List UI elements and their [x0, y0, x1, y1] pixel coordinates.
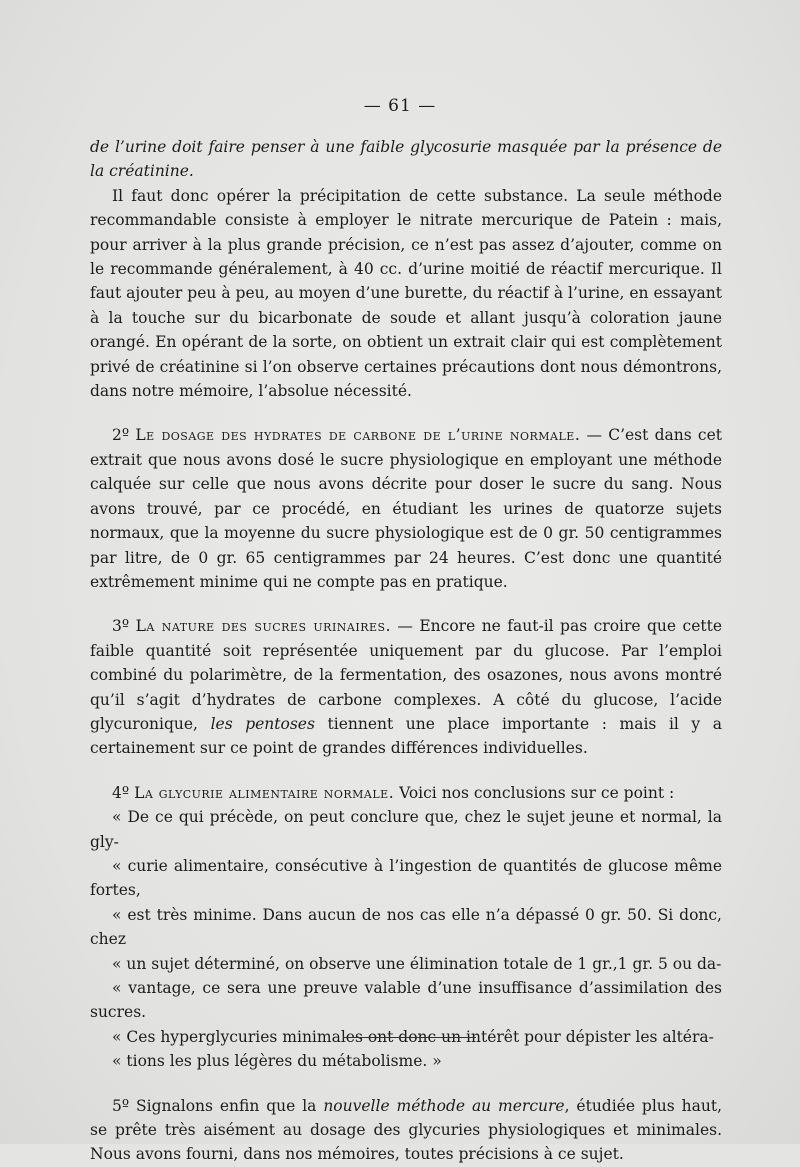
quote-line: « Ces hyperglycuries minimales ont donc un intérêt pour dépister les altéra- — [112, 1027, 714, 1046]
section-3-body-b: tiennent une place importante : mais il y a certainement sur ce point de grandes différences individuelles. — [90, 714, 722, 758]
quote-line: « curie alimentaire, consécutive à l’ingestion de quantités de glucose même fortes, — [90, 856, 722, 900]
section-4-quote — [90, 805, 722, 1073]
section-2-heading: Le dosage des hydrates de carbone de l’urine normale. — [135, 426, 581, 445]
section-5 — [90, 1094, 722, 1167]
quote-line: « est très minime. Dans aucun de nos cas elle n’a dépassé 0 gr. 50. Si donc, chez — [90, 905, 722, 949]
section-4-heading: La glycurie alimentaire normale. — [134, 783, 395, 802]
section-4 — [90, 781, 722, 805]
section-5-body-b: , étudiée plus haut, se prête très aisément au dosage des glycuries physiologiques et minimales. Nous avons fourni, dans nos mémoires, toutes précisions à ce sujet. — [90, 1096, 722, 1164]
section-4-body: Voici nos conclusions sur ce point : — [394, 783, 675, 802]
section-3-number: 3º — [112, 617, 136, 636]
section-2 — [90, 423, 722, 594]
quote-line: « De ce qui précède, on peut conclure que, chez le sujet jeune et normal, la gly- — [90, 808, 722, 851]
page-number: — 61 — — [363, 96, 437, 116]
section-2-number: 2º — [112, 426, 136, 445]
paragraph-continuation — [90, 135, 722, 184]
quote-line: « un sujet déterminé, on observe une élimination totale de 1 gr.,1 gr. 5 ou da- — [112, 954, 722, 973]
quote-line: « vantage, ce sera une preuve valable d’une insuffisance d’assimilation des sucres. — [90, 979, 722, 1022]
section-5-body-a: 5º Signalons enfin que la — [112, 1096, 324, 1115]
section-3-body-a: — Encore ne faut-il pas croire que cette faible quantité soit représentée uniquement par du glucose. Par l’emploi combiné du polarimètre, de la fermentation, des osazones, nous avons montré qu’il s’agit d’hydrates de carbone complexes. A côté du glucose, l’acide glycuronique, — [90, 617, 723, 733]
quote-line: « tions les plus légères du métabolisme. » — [112, 1052, 442, 1071]
italic-lead: de l’urine doit faire penser à une faible glycosurie masquée par la présence de la créatinine. — [90, 138, 722, 181]
section-3-heading: La nature des sucres urinaires. — [135, 617, 391, 636]
section-2-body: — C’est dans cet extrait que nous avons dosé le sucre physiologique en employant une méthode calquée sur celle que nous avons décrite pour doser le sucre du sang. Nous avons trouvé, par ce procédé, en étudiant les urines de quatorze sujets normaux, que la moyenne du sucre physiologique est de 0 gr. 50 centigrammes par litre, de 0 gr. 65 centigrammes par 24 heures. C’est donc une quantité extrêmement minime qui ne compte pas en pratique. — [90, 426, 723, 591]
end-rule — [343, 1037, 476, 1038]
section-5-italic: nouvelle méthode au mercure — [323, 1096, 565, 1115]
section-3-italic: les pentoses — [210, 714, 315, 733]
section-3 — [90, 614, 722, 760]
body-text — [90, 135, 722, 1167]
paragraph-precipitation: Il faut donc opérer la précipitation de cette substance. La seule méthode recommandable consiste à employer le nitrate mercurique de Patein : mais, pour arriver à la plus grande précision, ce n’est pas assez d’ajouter, comme on le recommande généralement, à 40 cc. d’urine moitié de réactif mercurique. Il faut ajouter peu à peu, au moyen d’une burette, du réactif à l’urine, en essayant à la touche sur du bicarbonate de soude et allant jusqu’à coloration jaune orangé. En opérant de la sorte, on obtient un extrait clair qui est complètement privé de créatinine si l’on observe certaines précautions dont nous démontrons, dans notre mémoire, l’absolue nécessité. — [90, 186, 722, 401]
section-4-number: 4º — [112, 783, 135, 802]
